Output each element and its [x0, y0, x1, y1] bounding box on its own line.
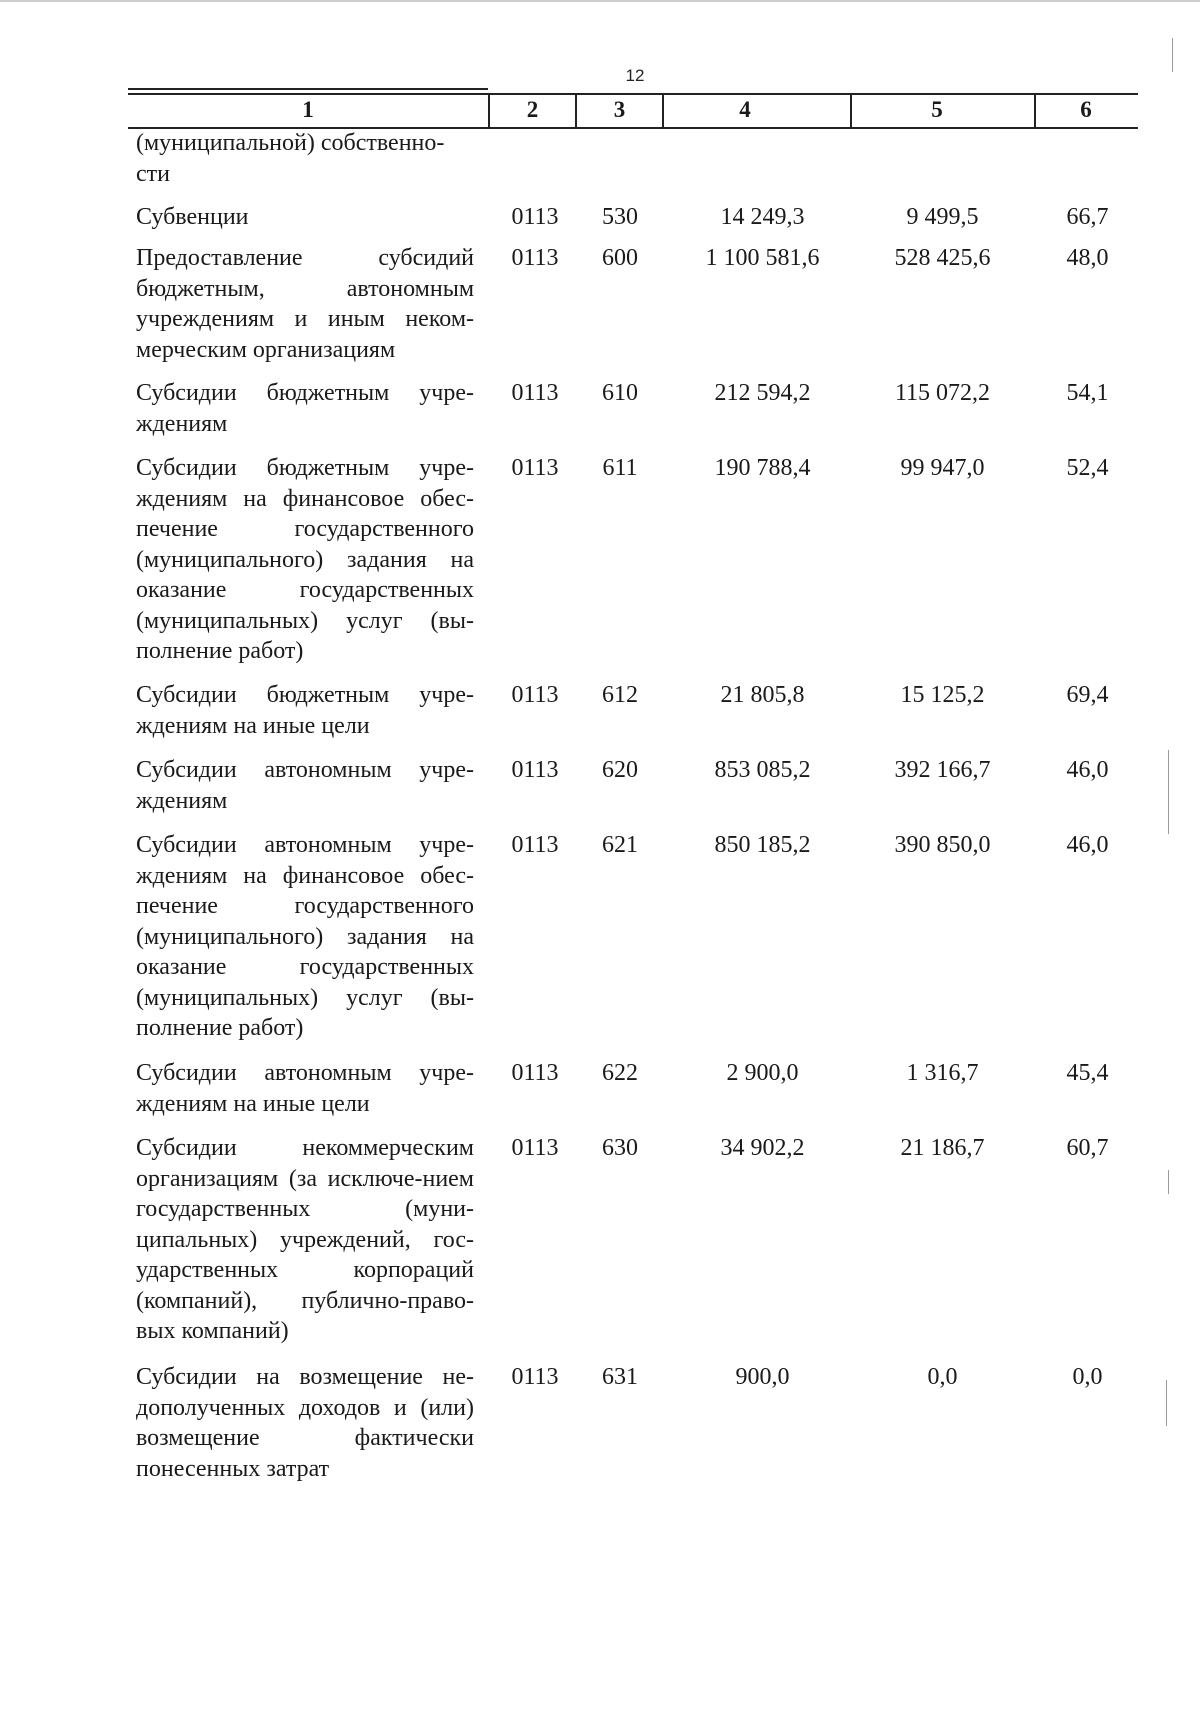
scan-artifact	[1166, 1380, 1167, 1426]
row-percent: 46,0	[1066, 832, 1109, 858]
row-fact: 9 499,5	[906, 204, 979, 230]
row-expense-type: 630	[602, 1135, 638, 1161]
row-percent: 45,4	[1066, 1060, 1109, 1086]
row-description: Субсидии некоммерческим организациям (за исключе-нием государственных (муни-ципальных) учреждений, гос-ударственных корпораций (компаний), публично-право-вых компаний)	[136, 1135, 474, 1344]
scan-artifact	[1168, 750, 1169, 834]
row-percent: 66,7	[1066, 204, 1109, 230]
row-description: Субвенции	[136, 204, 249, 230]
row-code: 0113	[511, 455, 559, 481]
row-plan: 34 902,2	[720, 1135, 805, 1161]
header-top-line	[128, 88, 488, 90]
row-description: (муниципальной) собственно- сти	[136, 130, 445, 187]
page-number: 12	[625, 66, 645, 85]
row-fact: 392 166,7	[894, 757, 991, 783]
row-expense-type: 631	[602, 1364, 638, 1390]
row-plan: 853 085,2	[714, 757, 811, 783]
row-description: Субсидии автономным учре-ждениям на иные цели	[136, 1060, 474, 1117]
header-col-4: 4	[739, 97, 751, 122]
row-percent: 48,0	[1066, 245, 1109, 271]
header-col-3: 3	[613, 97, 626, 122]
row-expense-type: 621	[602, 832, 638, 858]
row-expense-type: 530	[602, 204, 638, 230]
row-plan: 190 788,4	[714, 455, 811, 481]
row-fact: 390 850,0	[894, 832, 991, 858]
row-plan: 900,0	[735, 1364, 790, 1390]
row-description: Субсидии бюджетным учре-ждениям на финансовое обес-печение государственного (муниципального) задания на оказание государственных (муниципальных) услуг (вы-полнение работ)	[136, 455, 474, 664]
row-percent: 52,4	[1066, 455, 1109, 481]
row-description: Субсидии на возмещение не-дополученных доходов и (или) возмещение фактически понесенных затрат	[136, 1364, 474, 1482]
row-code: 0113	[511, 1364, 559, 1390]
row-plan: 2 900,0	[726, 1060, 799, 1086]
row-percent: 46,0	[1066, 757, 1109, 783]
row-fact: 528 425,6	[894, 245, 991, 271]
row-plan: 21 805,8	[720, 682, 805, 708]
row-percent: 69,4	[1066, 682, 1109, 708]
row-plan: 212 594,2	[714, 380, 811, 406]
row-plan: 850 185,2	[714, 832, 811, 858]
row-plan: 14 249,3	[720, 204, 805, 230]
row-percent: 54,1	[1066, 380, 1109, 406]
page-top-edge	[0, 0, 1200, 2]
row-expense-type: 612	[602, 682, 638, 708]
row-description: Субсидии автономным учре-ждениям на финансовое обес-печение государственного (муниципального) задания на оказание государственных (муниципальных) услуг (вы-полнение работ)	[136, 832, 474, 1041]
row-code: 0113	[511, 1060, 559, 1086]
row-expense-type: 600	[602, 245, 638, 271]
row-description: Субсидии автономным учре-ждениям	[136, 757, 474, 814]
header-col-2: 2	[526, 97, 539, 122]
row-fact: 1 316,7	[906, 1060, 979, 1086]
row-fact: 21 186,7	[900, 1135, 985, 1161]
row-fact: 0,0	[927, 1364, 958, 1390]
row-description: Предоставление субсидий бюджетным, автономным учреждениям и иным неком-мерческим организациям	[136, 245, 474, 363]
row-code: 0113	[511, 204, 559, 230]
row-description: Субсидии бюджетным учре-ждениям на иные цели	[136, 682, 474, 739]
row-code: 0113	[511, 245, 559, 271]
row-fact: 115 072,2	[894, 380, 991, 406]
row-expense-type: 610	[602, 380, 638, 406]
row-plan: 1 100 581,6	[705, 245, 820, 271]
row-expense-type: 620	[602, 757, 638, 783]
row-code: 0113	[511, 380, 559, 406]
row-code: 0113	[511, 832, 559, 858]
header-col-5: 5	[931, 97, 943, 122]
row-percent: 60,7	[1066, 1135, 1109, 1161]
table-header-row	[128, 93, 1138, 129]
row-description: Субсидии бюджетным учре-ждениям	[136, 380, 474, 437]
scan-artifact	[1168, 1170, 1169, 1194]
header-col-6: 6	[1080, 97, 1092, 122]
header-col-1: 1	[302, 97, 314, 122]
row-code: 0113	[511, 682, 559, 708]
row-code: 0113	[511, 1135, 559, 1161]
row-expense-type: 611	[602, 455, 638, 481]
row-fact: 15 125,2	[900, 682, 985, 708]
row-fact: 99 947,0	[900, 455, 985, 481]
row-code: 0113	[511, 757, 559, 783]
row-expense-type: 622	[602, 1060, 638, 1086]
row-percent: 0,0	[1072, 1364, 1103, 1390]
scan-artifact	[1172, 38, 1173, 72]
